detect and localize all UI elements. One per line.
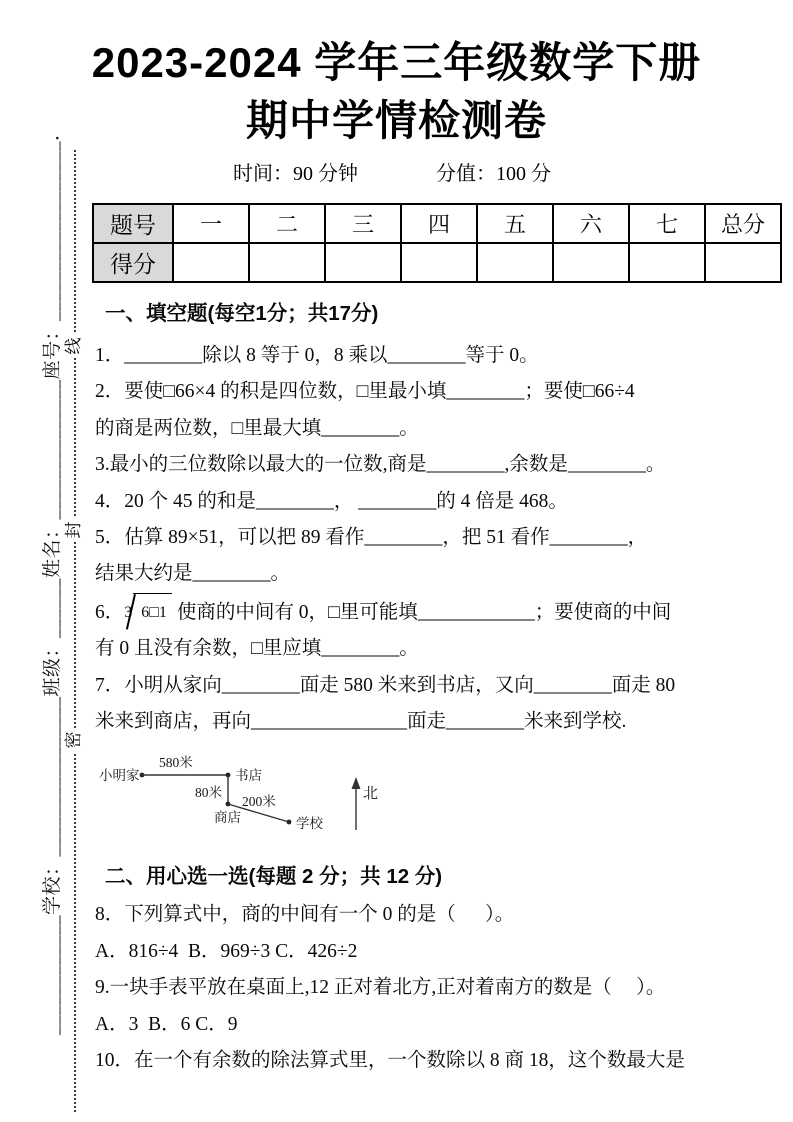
north-arrow-head — [352, 777, 361, 789]
seal-char-feng: 封 — [64, 518, 84, 542]
label-distance-200: 200米 — [242, 794, 276, 810]
question-5-line-2: 结果大约是________。 — [95, 563, 291, 585]
student-info-margin: ____________学校：________________班级：______姓名：______________座号：__________________． — [42, 121, 63, 1035]
question-4: 4．20 个 45 的和是________， ________的 4 倍是 468。 — [95, 490, 568, 512]
score-cell-4 — [401, 243, 477, 282]
score-table-col-7: 七 — [629, 204, 705, 243]
long-division-expression — [124, 593, 172, 631]
exam-body — [95, 294, 777, 1080]
score-table-header-row — [93, 204, 781, 243]
route-map-diagram — [95, 752, 777, 852]
score-cell-1 — [173, 243, 249, 282]
label-distance-80: 80米 — [195, 785, 222, 801]
label-distance-580: 580米 — [159, 755, 193, 771]
seal-dotted-line — [74, 150, 76, 1112]
question-3: 3.最小的三位数除以最大的一位数,商是________,余数是________。 — [95, 454, 666, 476]
score-cell-5 — [477, 243, 553, 282]
question-5-line-1: 5．估算 89×51，可以把 89 看作________，把 51 看作________， — [95, 527, 648, 549]
question-6-number: 6． — [95, 601, 125, 623]
question-7-line-2: 米来到商店，再向________________面走________米来到学校. — [95, 711, 627, 733]
long-division-dividend: 6□1 — [133, 593, 172, 631]
long-division-divisor: 3 — [124, 603, 133, 621]
exam-info-line — [233, 157, 551, 186]
time-label: 时间：90 分钟 — [233, 163, 358, 185]
score-cell-3 — [325, 243, 401, 282]
score-table-col-5: 五 — [477, 204, 553, 243]
label-school: 学校 — [296, 816, 323, 832]
question-7-line-1: 7．小明从家向________面走 580 米来到书店，又向________面走 80 — [95, 674, 676, 696]
label-bookstore: 书店 — [235, 768, 262, 784]
question-9: 9.一块手表平放在桌面上,12 正对着北方,正对着南方的数是（ ）。 — [95, 977, 666, 999]
score-cell-6 — [553, 243, 629, 282]
page-title — [0, 34, 793, 150]
title-line-1: 2023-2024 学年三年级数学下册 — [91, 39, 702, 86]
label-shop: 商店 — [214, 810, 241, 826]
route-map-svg — [95, 752, 415, 848]
score-cell-2 — [249, 243, 325, 282]
label-home: 小明家 — [99, 768, 140, 784]
title-line-2: 期中学情检测卷 — [245, 97, 547, 144]
question-8-options: A．816÷4 B．969÷3 C．426÷2 — [95, 940, 358, 962]
question-6-line-1 — [95, 593, 777, 631]
score-label: 分值：100 分 — [436, 163, 551, 185]
question-6-line-2: 有 0 且没有余数，□里应填________。 — [95, 638, 419, 660]
question-8: 8．下列算式中，商的中间有一个 0 的是（ ）。 — [95, 904, 515, 926]
question-9-options: A．3 B．6 C．9 — [95, 1013, 238, 1035]
question-10: 10．在一个有余数的除法算式里，一个数除以 8 商 18，这个数最大是 — [95, 1050, 685, 1072]
label-north: 北 — [363, 786, 379, 803]
seal-char-xian: 线 — [64, 334, 84, 358]
score-cell-7 — [629, 243, 705, 282]
question-6-text: 使商的中间有 0，□里可能填____________；要使商的中间 — [171, 601, 672, 623]
score-table-score-row — [93, 243, 781, 282]
score-table-col-total: 总分 — [705, 204, 781, 243]
score-table-corner-cell: 题号 — [93, 204, 173, 243]
score-table-col-3: 三 — [325, 204, 401, 243]
question-2-line-1: 2．要使□66×4 的积是四位数，□里最小填________；要使□66÷4 — [95, 381, 635, 403]
score-table-col-4: 四 — [401, 204, 477, 243]
score-row-label-cell: 得分 — [93, 243, 173, 282]
section-2-heading: 二、用心选一选(每题 2 分；共 12 分) — [105, 865, 443, 889]
seal-char-mi: 密 — [64, 728, 84, 752]
score-cell-total — [705, 243, 781, 282]
score-table — [92, 203, 782, 283]
dot-school — [287, 820, 292, 825]
section-1-heading: 一、填空题(每空1分；共17分) — [105, 302, 379, 325]
score-table-col-6: 六 — [553, 204, 629, 243]
question-1: 1．________除以 8 等于 0，8 乘以________等于 0。 — [95, 345, 539, 366]
question-2-line-2: 的商是两位数，□里最大填________。 — [95, 417, 419, 439]
score-table-col-2: 二 — [249, 204, 325, 243]
score-table-col-1: 一 — [173, 204, 249, 243]
